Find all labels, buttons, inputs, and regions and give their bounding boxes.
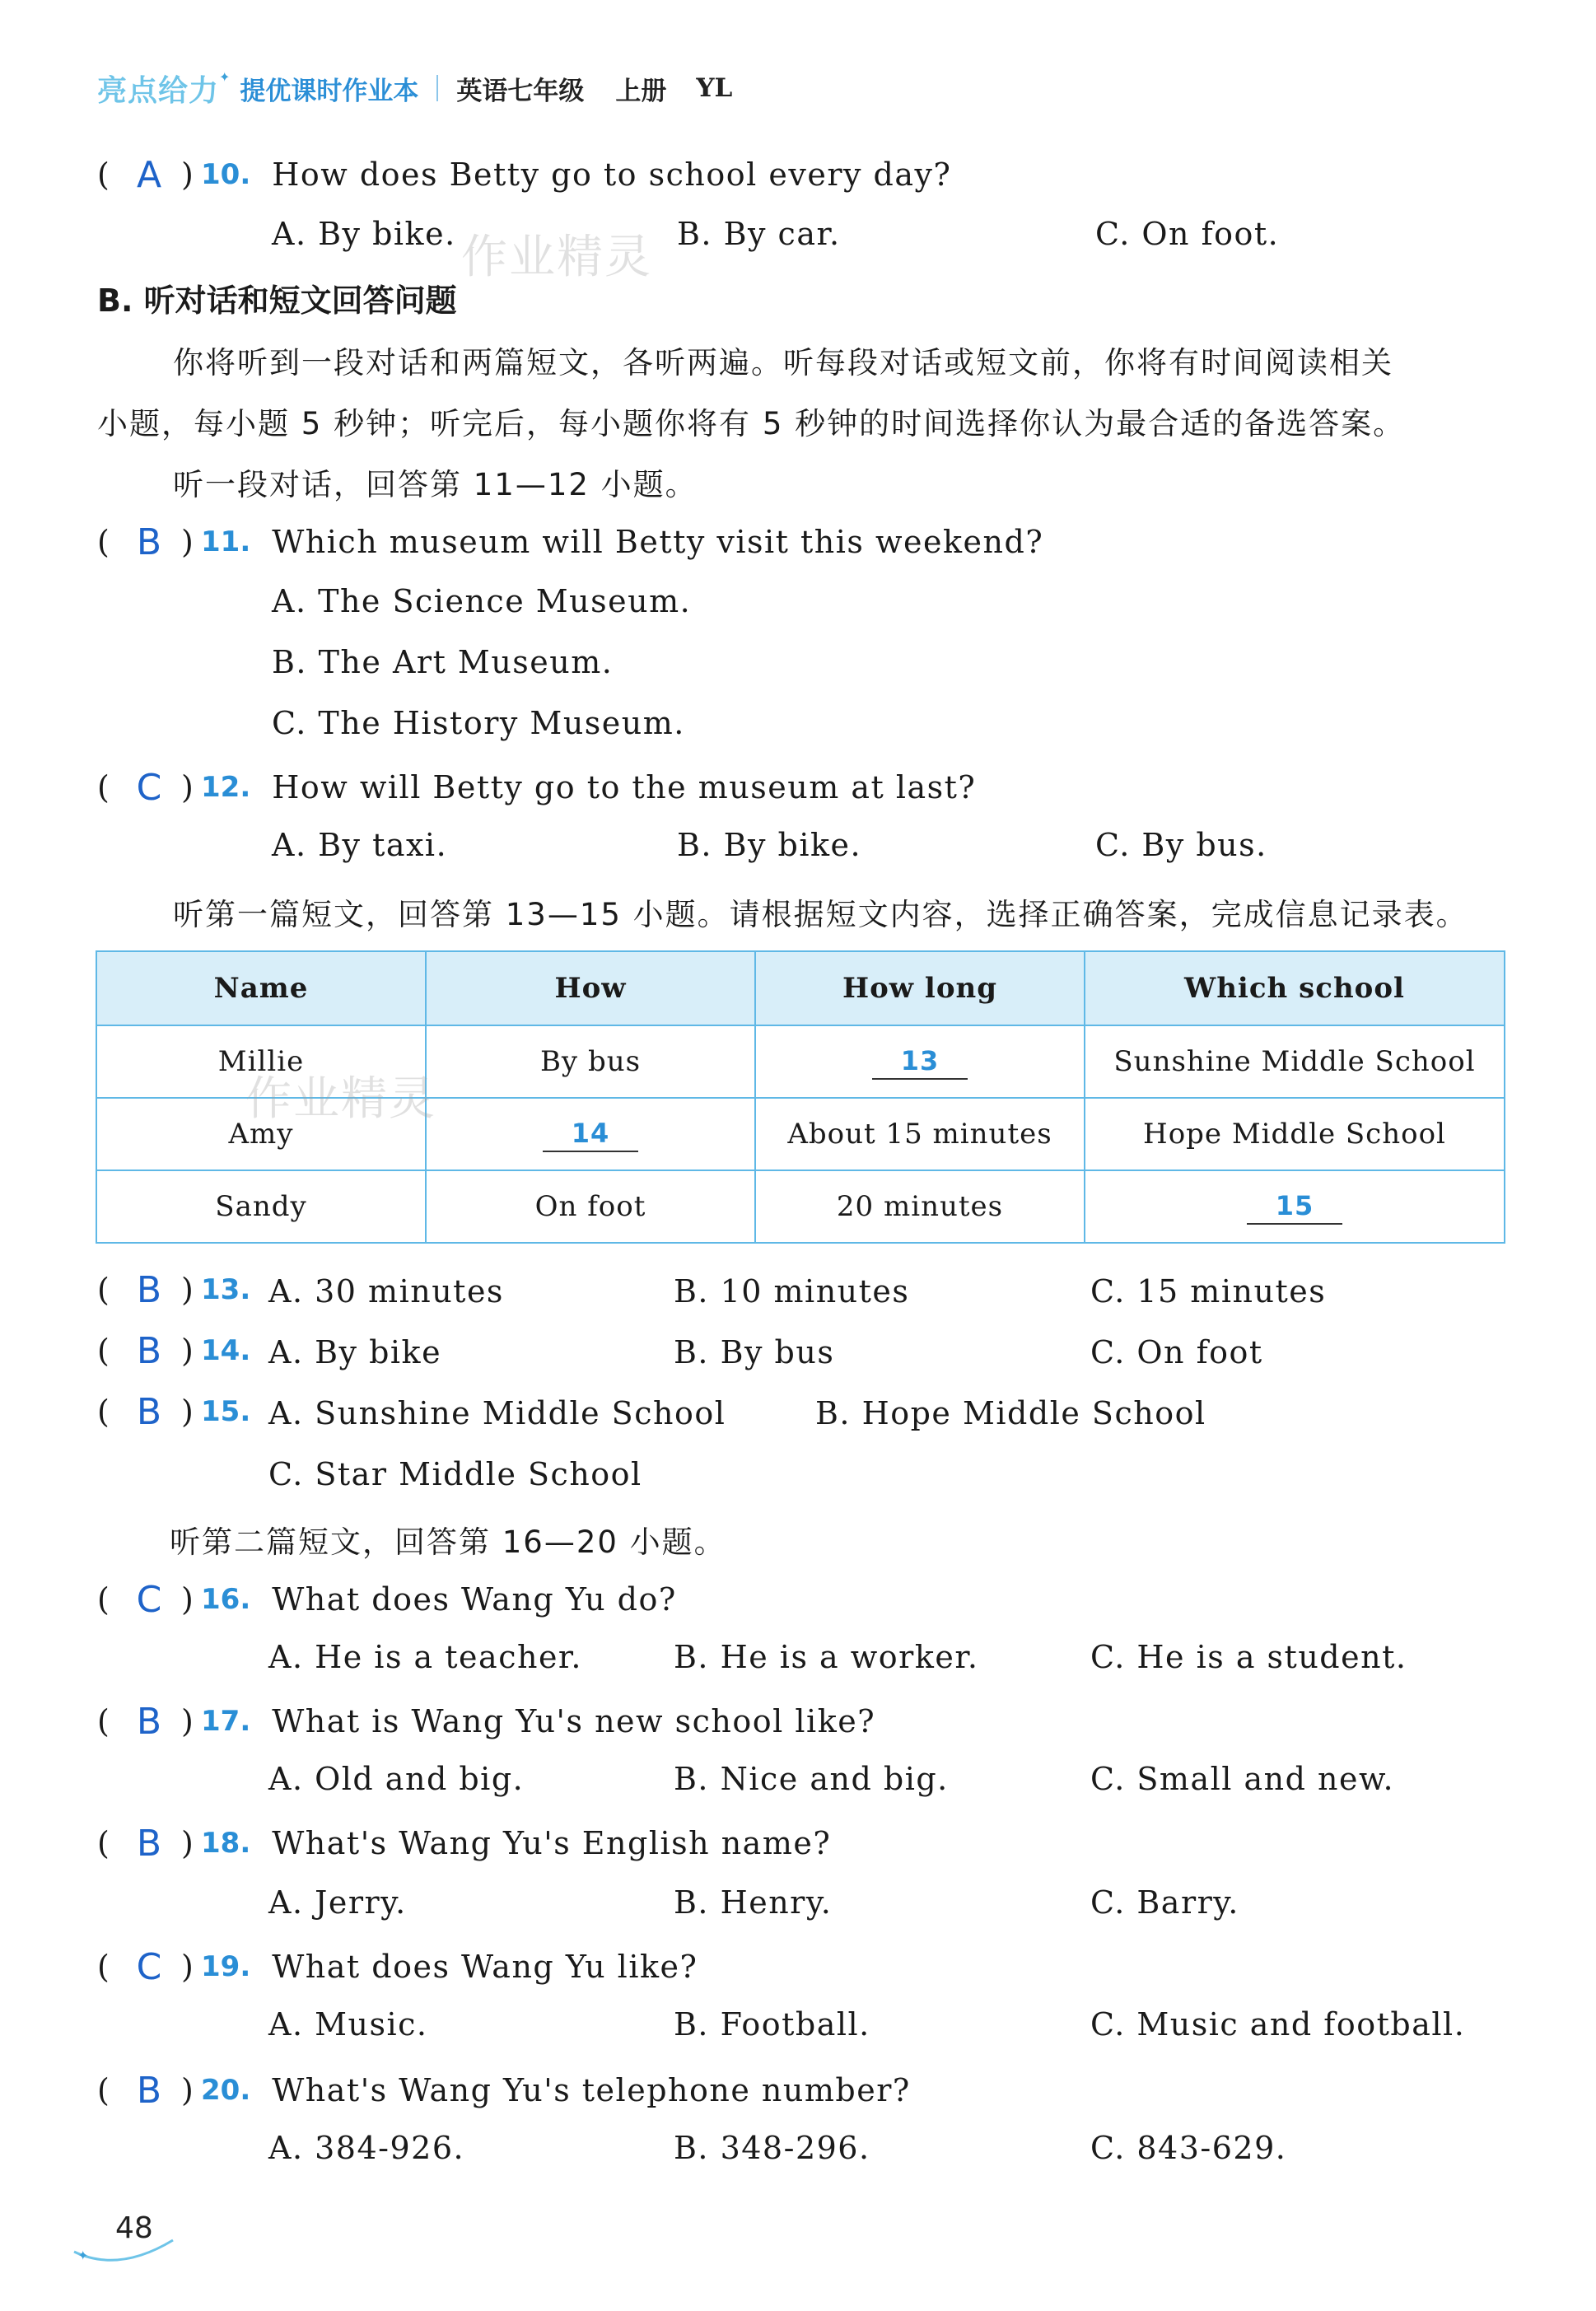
paren-left: ( bbox=[97, 2072, 110, 2108]
paren-left: ( bbox=[97, 524, 110, 560]
passage1-instruction: 听第一篇短文，回答第 13—15 小题。请根据短文内容，选择正确答案，完成信息记录表。 bbox=[173, 897, 1468, 932]
question-text: What is Wang Yu's new school like? bbox=[272, 1703, 876, 1739]
option-c: C. On foot. bbox=[1095, 216, 1280, 252]
question-20 bbox=[97, 2066, 911, 2115]
question-13 bbox=[97, 1265, 272, 1314]
answer-10: A bbox=[136, 153, 162, 196]
paren-right: ) bbox=[181, 156, 194, 193]
question-number: 17. bbox=[201, 1705, 251, 1738]
table-cell: About 15 minutes bbox=[755, 1098, 1085, 1170]
paren-right: ) bbox=[181, 524, 194, 560]
option-b: B. Nice and big. bbox=[674, 1761, 949, 1797]
paren-right: ) bbox=[181, 1272, 194, 1308]
option-b: B. Henry. bbox=[674, 1884, 833, 1921]
table-cell: Amy bbox=[96, 1098, 426, 1170]
option-a: A. The Science Museum. bbox=[272, 583, 692, 619]
sparkle-icon: ✦ bbox=[219, 68, 231, 85]
question-11 bbox=[97, 517, 1043, 567]
question-15 bbox=[97, 1387, 272, 1436]
paren-left: ( bbox=[97, 1949, 110, 1985]
question-number: 19. bbox=[201, 1950, 251, 1983]
section-title: B. 听对话和短文回答问题 bbox=[97, 282, 457, 319]
question-text: What's Wang Yu's English name? bbox=[272, 1825, 832, 1861]
paren-right: ) bbox=[181, 1394, 194, 1430]
brand-logo: 亮点给力 bbox=[97, 73, 220, 108]
paren-right: ) bbox=[181, 1581, 194, 1618]
option-a: A. By bike bbox=[268, 1334, 442, 1370]
answer-17: B bbox=[136, 1700, 162, 1743]
section-intro-line1: 你将听到一段对话和两篇短文，各听两遍。听每段对话或短文前，你将有时间阅读相关 bbox=[173, 345, 1393, 380]
question-number: 18. bbox=[201, 1827, 251, 1860]
passage2-instruction: 听第二篇短文，回答第 16—20 小题。 bbox=[170, 1524, 726, 1560]
paren-right: ) bbox=[181, 769, 194, 805]
question-10 bbox=[97, 150, 951, 199]
question-number: 12. bbox=[201, 771, 251, 804]
option-b: B. By car. bbox=[677, 216, 841, 252]
option-a: A. By taxi. bbox=[272, 827, 448, 863]
column-header: Which school bbox=[1085, 951, 1505, 1025]
option-b: B. By bus bbox=[674, 1334, 835, 1370]
option-c: C. Music and football. bbox=[1090, 2006, 1466, 2043]
question-18 bbox=[97, 1818, 831, 1868]
option-b: B. 348-296. bbox=[674, 2130, 870, 2166]
paren-left: ( bbox=[97, 1581, 110, 1618]
option-c: C. On foot bbox=[1090, 1334, 1263, 1370]
book-title: 英语七年级 bbox=[456, 76, 585, 106]
question-number: 15. bbox=[201, 1395, 251, 1428]
table-cell: Hope Middle School bbox=[1085, 1098, 1505, 1170]
option-a: A. 384-926. bbox=[268, 2130, 465, 2166]
option-b: B. By bike. bbox=[677, 827, 862, 863]
option-a: A. By bike. bbox=[272, 216, 456, 252]
option-a: A. Music. bbox=[268, 2006, 428, 2043]
table-header-row bbox=[96, 951, 1505, 1025]
table-cell bbox=[755, 1025, 1085, 1098]
table-cell: Millie bbox=[96, 1025, 426, 1098]
answer-13: B bbox=[136, 1268, 162, 1311]
option-b: B. Hope Middle School bbox=[815, 1395, 1206, 1431]
paren-left: ( bbox=[97, 1394, 110, 1430]
page-number: 48 bbox=[115, 2211, 153, 2245]
table-cell bbox=[1085, 1170, 1505, 1243]
series-title: 提优课时作业本 bbox=[240, 76, 419, 106]
blank-13: 13 bbox=[872, 1045, 968, 1080]
answer-20: B bbox=[136, 2069, 162, 2112]
watermark: 作业精灵 bbox=[461, 231, 652, 284]
paren-right: ) bbox=[181, 2072, 194, 2108]
answer-15: B bbox=[136, 1390, 162, 1433]
question-number: 11. bbox=[201, 525, 251, 558]
table-cell: By bus bbox=[426, 1025, 755, 1098]
dialogue-instruction: 听一段对话，回答第 11—12 小题。 bbox=[173, 467, 698, 502]
section-intro-line2: 小题，每小题 5 秒钟；听完后，每小题你将有 5 秒钟的时间选择你认为最合适的备选答案。 bbox=[97, 406, 1406, 441]
option-c: C. 15 minutes bbox=[1090, 1273, 1327, 1310]
blank-14: 14 bbox=[543, 1118, 638, 1152]
question-text: How does Betty go to school every day? bbox=[272, 156, 952, 193]
question-number: 10. bbox=[201, 158, 251, 191]
table-cell: Sandy bbox=[96, 1170, 426, 1243]
question-16 bbox=[97, 1575, 677, 1624]
option-a: A. Old and big. bbox=[268, 1761, 525, 1797]
table-cell bbox=[426, 1098, 755, 1170]
option-c: C. Star Middle School bbox=[268, 1456, 642, 1492]
answer-16: C bbox=[136, 1578, 162, 1621]
question-text: What does Wang Yu do? bbox=[272, 1581, 677, 1618]
column-header: How long bbox=[755, 951, 1085, 1025]
paren-left: ( bbox=[97, 1703, 110, 1739]
paren-left: ( bbox=[97, 156, 110, 193]
question-number: 14. bbox=[201, 1334, 251, 1367]
option-c: C. By bus. bbox=[1095, 827, 1267, 863]
paren-right: ) bbox=[181, 1703, 194, 1739]
question-19 bbox=[97, 1942, 698, 1991]
blank-15: 15 bbox=[1247, 1190, 1342, 1225]
question-text: How will Betty go to the museum at last? bbox=[272, 769, 977, 805]
option-c: C. 843-629. bbox=[1090, 2130, 1287, 2166]
question-text: What does Wang Yu like? bbox=[272, 1949, 698, 1985]
option-c: C. He is a student. bbox=[1090, 1639, 1407, 1675]
answer-18: B bbox=[136, 1822, 162, 1865]
page-header bbox=[97, 68, 732, 109]
paren-left: ( bbox=[97, 1333, 110, 1369]
option-b: B. 10 minutes bbox=[674, 1273, 910, 1310]
watermark: 作业精灵 bbox=[245, 1072, 436, 1126]
svg-text:✦: ✦ bbox=[77, 2248, 89, 2263]
table-cell: On foot bbox=[426, 1170, 755, 1243]
paren-left: ( bbox=[97, 1272, 110, 1308]
paren-right: ) bbox=[181, 1825, 194, 1861]
table-row bbox=[96, 1170, 1505, 1243]
option-a: A. He is a teacher. bbox=[268, 1639, 583, 1675]
question-number: 13. bbox=[201, 1273, 251, 1306]
paren-right: ) bbox=[181, 1949, 194, 1985]
answer-11: B bbox=[136, 521, 162, 563]
option-c: C. The History Museum. bbox=[272, 705, 685, 741]
question-text: Which museum will Betty visit this weekend? bbox=[272, 524, 1044, 560]
question-number: 20. bbox=[201, 2074, 251, 2107]
answer-19: C bbox=[136, 1945, 162, 1988]
book-term: 上册 bbox=[615, 76, 667, 106]
column-header: How bbox=[426, 951, 755, 1025]
answer-12: C bbox=[136, 766, 162, 809]
header-divider bbox=[436, 75, 438, 101]
table-cell: Sunshine Middle School bbox=[1085, 1025, 1505, 1098]
question-14 bbox=[97, 1326, 272, 1375]
question-number: 16. bbox=[201, 1583, 251, 1616]
book-edition: YL bbox=[696, 73, 733, 103]
question-17 bbox=[97, 1697, 875, 1746]
question-text: What's Wang Yu's telephone number? bbox=[272, 2072, 911, 2108]
paren-left: ( bbox=[97, 1825, 110, 1861]
option-c: C. Small and new. bbox=[1090, 1761, 1395, 1797]
table-cell: 20 minutes bbox=[755, 1170, 1085, 1243]
option-c: C. Barry. bbox=[1090, 1884, 1239, 1921]
paren-left: ( bbox=[97, 769, 110, 805]
option-b: B. Football. bbox=[674, 2006, 870, 2043]
answer-14: B bbox=[136, 1329, 162, 1372]
option-b: B. He is a worker. bbox=[674, 1639, 979, 1675]
option-b: B. The Art Museum. bbox=[272, 644, 614, 680]
option-a: A. Jerry. bbox=[268, 1884, 407, 1921]
question-12 bbox=[97, 763, 976, 812]
option-a: A. 30 minutes bbox=[268, 1273, 504, 1310]
column-header: Name bbox=[96, 951, 426, 1025]
paren-right: ) bbox=[181, 1333, 194, 1369]
option-a: A. Sunshine Middle School bbox=[268, 1395, 726, 1431]
